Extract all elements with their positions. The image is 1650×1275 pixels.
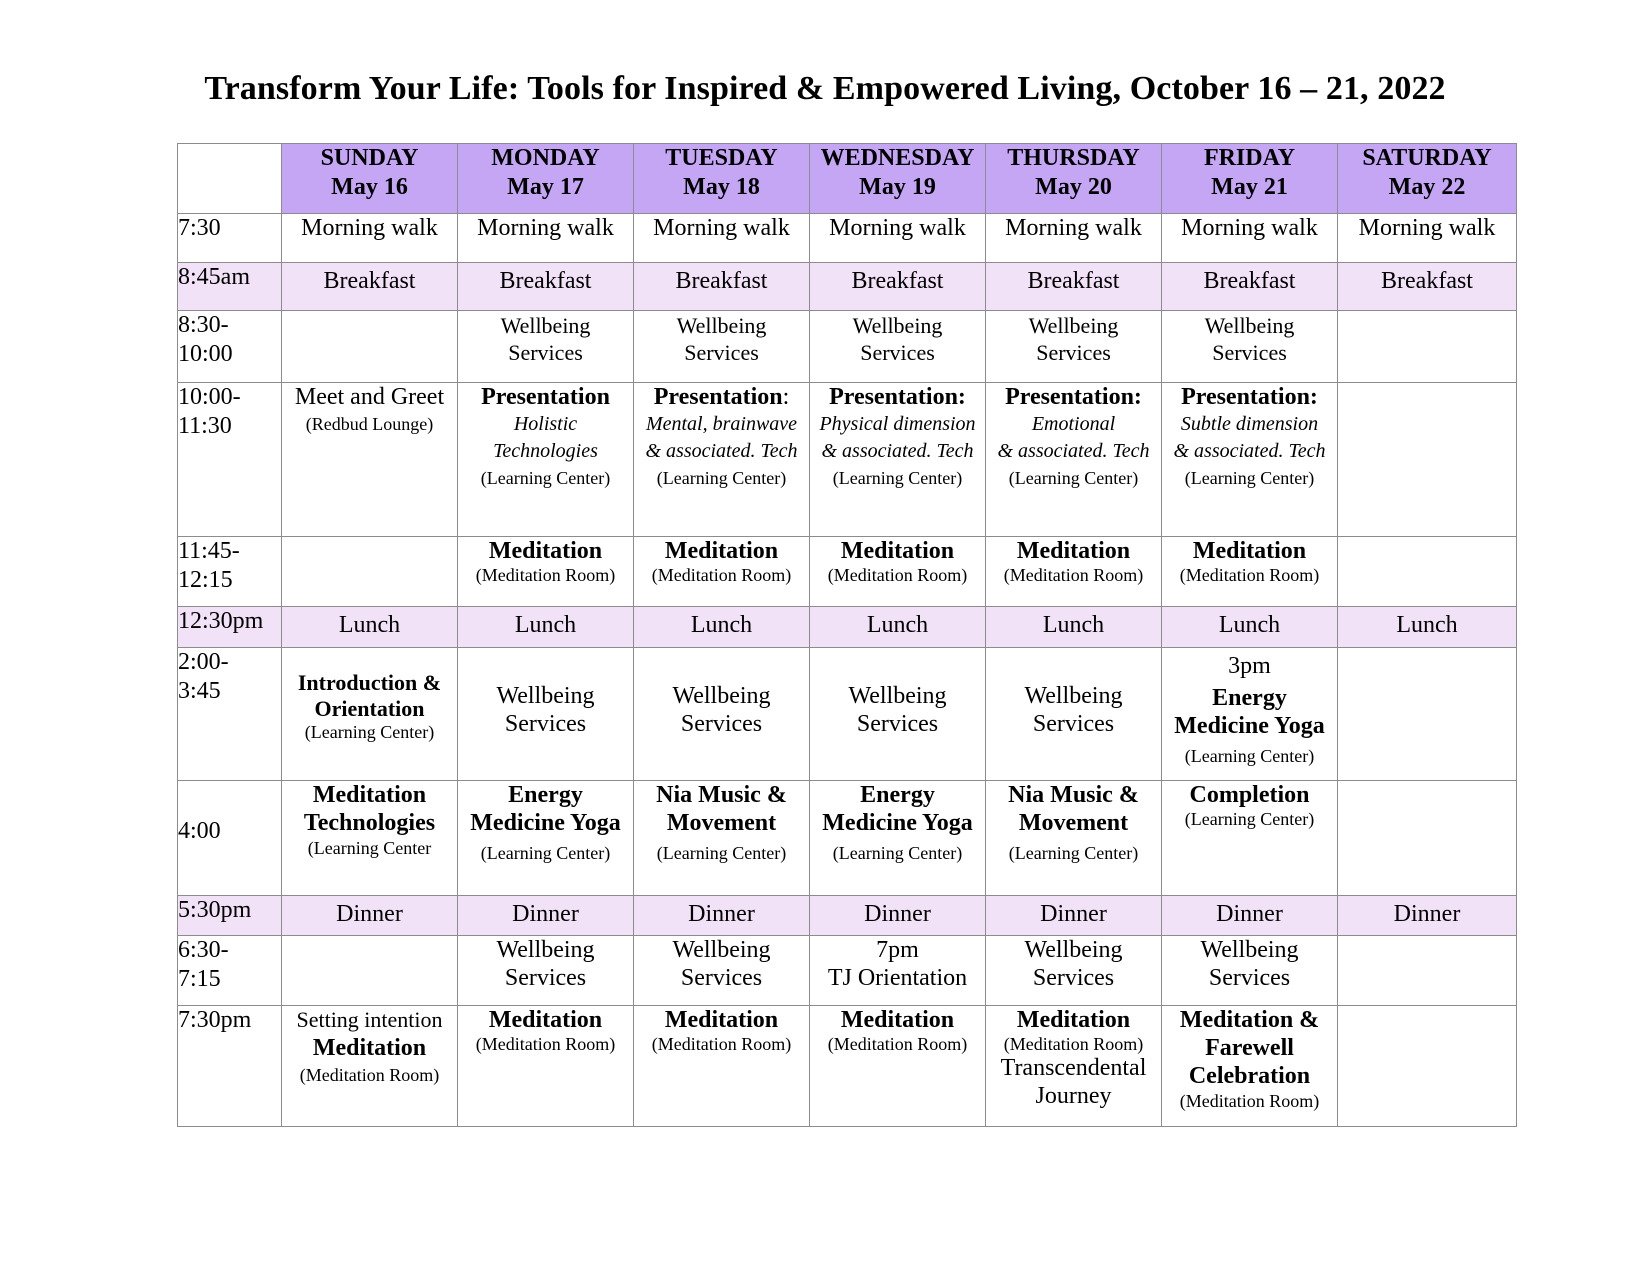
- schedule-cell: Lunch: [458, 607, 634, 648]
- time-cell: 2:00- 3:45: [178, 648, 282, 781]
- schedule-cell: Lunch: [1338, 607, 1517, 648]
- schedule-cell: Meditation (Meditation Room): [1162, 537, 1338, 607]
- time-cell: 5:30pm: [178, 896, 282, 936]
- schedule-cell: Meditation (Meditation Room): [634, 1006, 810, 1127]
- schedule-cell: Meditation (Meditation Room): [634, 537, 810, 607]
- schedule-cell: Wellbeing Services: [986, 311, 1162, 383]
- schedule-cell: Presentation: Subtle dimension & associated. Tech (Learning Center): [1162, 383, 1338, 537]
- schedule-cell: Morning walk: [810, 214, 986, 263]
- schedule-cell-empty: [1338, 648, 1517, 781]
- schedule-cell-empty: [1338, 1006, 1517, 1127]
- schedule-cell-empty: [282, 311, 458, 383]
- schedule-cell: Morning walk: [986, 214, 1162, 263]
- schedule-cell: Meet and Greet (Redbud Lounge): [282, 383, 458, 537]
- row-wellbeing-morning: [178, 311, 1517, 383]
- schedule-cell: Dinner: [634, 896, 810, 936]
- schedule-cell: Breakfast: [810, 263, 986, 311]
- row-morning-walk: [178, 214, 1517, 263]
- schedule-cell: Wellbeing Services: [634, 936, 810, 1006]
- schedule-cell: Setting intention Meditation (Meditation Room): [282, 1006, 458, 1127]
- schedule-cell: Meditation (Meditation Room): [458, 1006, 634, 1127]
- schedule-cell: Wellbeing Services: [458, 648, 634, 781]
- schedule-cell-empty: [1338, 311, 1517, 383]
- schedule-cell: Breakfast: [1338, 263, 1517, 311]
- schedule-cell: Meditation Technologies (Learning Center: [282, 781, 458, 896]
- day-header-thursday: THURSDAY May 20: [986, 144, 1162, 214]
- row-dinner: [178, 896, 1517, 936]
- time-cell: 6:30- 7:15: [178, 936, 282, 1006]
- day-header-sunday: SUNDAY May 16: [282, 144, 458, 214]
- schedule-cell-empty: [282, 537, 458, 607]
- schedule-cell: Lunch: [986, 607, 1162, 648]
- schedule-cell: Introduction & Orientation (Learning Center): [282, 648, 458, 781]
- day-header-saturday: SATURDAY May 22: [1338, 144, 1517, 214]
- schedule-cell: Lunch: [810, 607, 986, 648]
- schedule-cell: Morning walk: [634, 214, 810, 263]
- schedule-cell: Lunch: [282, 607, 458, 648]
- schedule-cell: Energy Medicine Yoga (Learning Center): [458, 781, 634, 896]
- schedule-cell-empty: [1338, 936, 1517, 1006]
- row-night: [178, 1006, 1517, 1127]
- schedule-cell: Completion (Learning Center): [1162, 781, 1338, 896]
- schedule-cell: 7pm TJ Orientation: [810, 936, 986, 1006]
- schedule-cell: Meditation (Meditation Room): [986, 537, 1162, 607]
- schedule-cell: Wellbeing Services: [458, 311, 634, 383]
- schedule-cell: Breakfast: [458, 263, 634, 311]
- schedule-table: [177, 143, 1517, 1127]
- schedule-cell: Presentation: Physical dimension & associated. Tech (Learning Center): [810, 383, 986, 537]
- schedule-cell: Presentation Holistic Technologies (Learning Center): [458, 383, 634, 537]
- schedule-cell: Meditation (Meditation Room): [810, 537, 986, 607]
- row-meditation-midday: [178, 537, 1517, 607]
- day-header-wednesday: WEDNESDAY May 19: [810, 144, 986, 214]
- schedule-cell: Lunch: [634, 607, 810, 648]
- schedule-cell: Nia Music & Movement (Learning Center): [634, 781, 810, 896]
- time-cell: 7:30: [178, 214, 282, 263]
- schedule-cell: Morning walk: [1162, 214, 1338, 263]
- row-afternoon: [178, 648, 1517, 781]
- schedule-cell: Morning walk: [282, 214, 458, 263]
- row-lunch: [178, 607, 1517, 648]
- schedule-cell: Dinner: [282, 896, 458, 936]
- schedule-cell: Breakfast: [282, 263, 458, 311]
- schedule-cell: Morning walk: [1338, 214, 1517, 263]
- time-cell: 4:00: [178, 781, 282, 896]
- row-late-afternoon: [178, 781, 1517, 896]
- page-title: Transform Your Life: Tools for Inspired & Empowered Living, October 16 – 21, 2022: [204, 70, 1446, 107]
- corner-cell: [178, 144, 282, 214]
- time-cell: 11:45- 12:15: [178, 537, 282, 607]
- schedule-cell-empty: [1338, 383, 1517, 537]
- schedule-cell: Nia Music & Movement (Learning Center): [986, 781, 1162, 896]
- time-cell: 7:30pm: [178, 1006, 282, 1127]
- schedule-cell: Meditation & Farewell Celebration (Meditation Room): [1162, 1006, 1338, 1127]
- schedule-cell: Wellbeing Services: [810, 648, 986, 781]
- header-row: [178, 144, 1517, 214]
- time-cell: 12:30pm: [178, 607, 282, 648]
- schedule-cell: Dinner: [810, 896, 986, 936]
- schedule-cell: Wellbeing Services: [634, 311, 810, 383]
- row-evening: [178, 936, 1517, 1006]
- schedule-cell: Meditation (Meditation Room) Transcendental Journey: [986, 1006, 1162, 1127]
- schedule-cell: Wellbeing Services: [1162, 311, 1338, 383]
- schedule-cell: Wellbeing Services: [986, 936, 1162, 1006]
- schedule-cell-empty: [282, 936, 458, 1006]
- schedule-cell: Presentation: Emotional & associated. Tech (Learning Center): [986, 383, 1162, 537]
- schedule-cell: Lunch: [1162, 607, 1338, 648]
- schedule-cell: Breakfast: [986, 263, 1162, 311]
- schedule-cell: 3pm Energy Medicine Yoga (Learning Center): [1162, 648, 1338, 781]
- schedule-cell: Meditation (Meditation Room): [458, 537, 634, 607]
- time-cell: 8:30- 10:00: [178, 311, 282, 383]
- schedule-cell: Breakfast: [634, 263, 810, 311]
- schedule-cell: Wellbeing Services: [986, 648, 1162, 781]
- day-header-monday: MONDAY May 17: [458, 144, 634, 214]
- schedule-cell: Wellbeing Services: [634, 648, 810, 781]
- day-header-tuesday: TUESDAY May 18: [634, 144, 810, 214]
- schedule-cell: Dinner: [986, 896, 1162, 936]
- schedule-cell: Dinner: [458, 896, 634, 936]
- schedule-cell: Meditation (Meditation Room): [810, 1006, 986, 1127]
- time-cell: 10:00- 11:30: [178, 383, 282, 537]
- schedule-cell: Breakfast: [1162, 263, 1338, 311]
- schedule-cell: Wellbeing Services: [1162, 936, 1338, 1006]
- schedule-cell: Dinner: [1162, 896, 1338, 936]
- row-breakfast: [178, 263, 1517, 311]
- schedule-cell: Presentation: Mental, brainwave & associated. Tech (Learning Center): [634, 383, 810, 537]
- schedule-cell-empty: [1338, 781, 1517, 896]
- schedule-cell: Wellbeing Services: [810, 311, 986, 383]
- schedule-cell: Morning walk: [458, 214, 634, 263]
- schedule-cell: Energy Medicine Yoga (Learning Center): [810, 781, 986, 896]
- schedule-cell: Wellbeing Services: [458, 936, 634, 1006]
- row-presentation: [178, 383, 1517, 537]
- schedule-cell: Dinner: [1338, 896, 1517, 936]
- schedule-cell-empty: [1338, 537, 1517, 607]
- time-cell: 8:45am: [178, 263, 282, 311]
- day-header-friday: FRIDAY May 21: [1162, 144, 1338, 214]
